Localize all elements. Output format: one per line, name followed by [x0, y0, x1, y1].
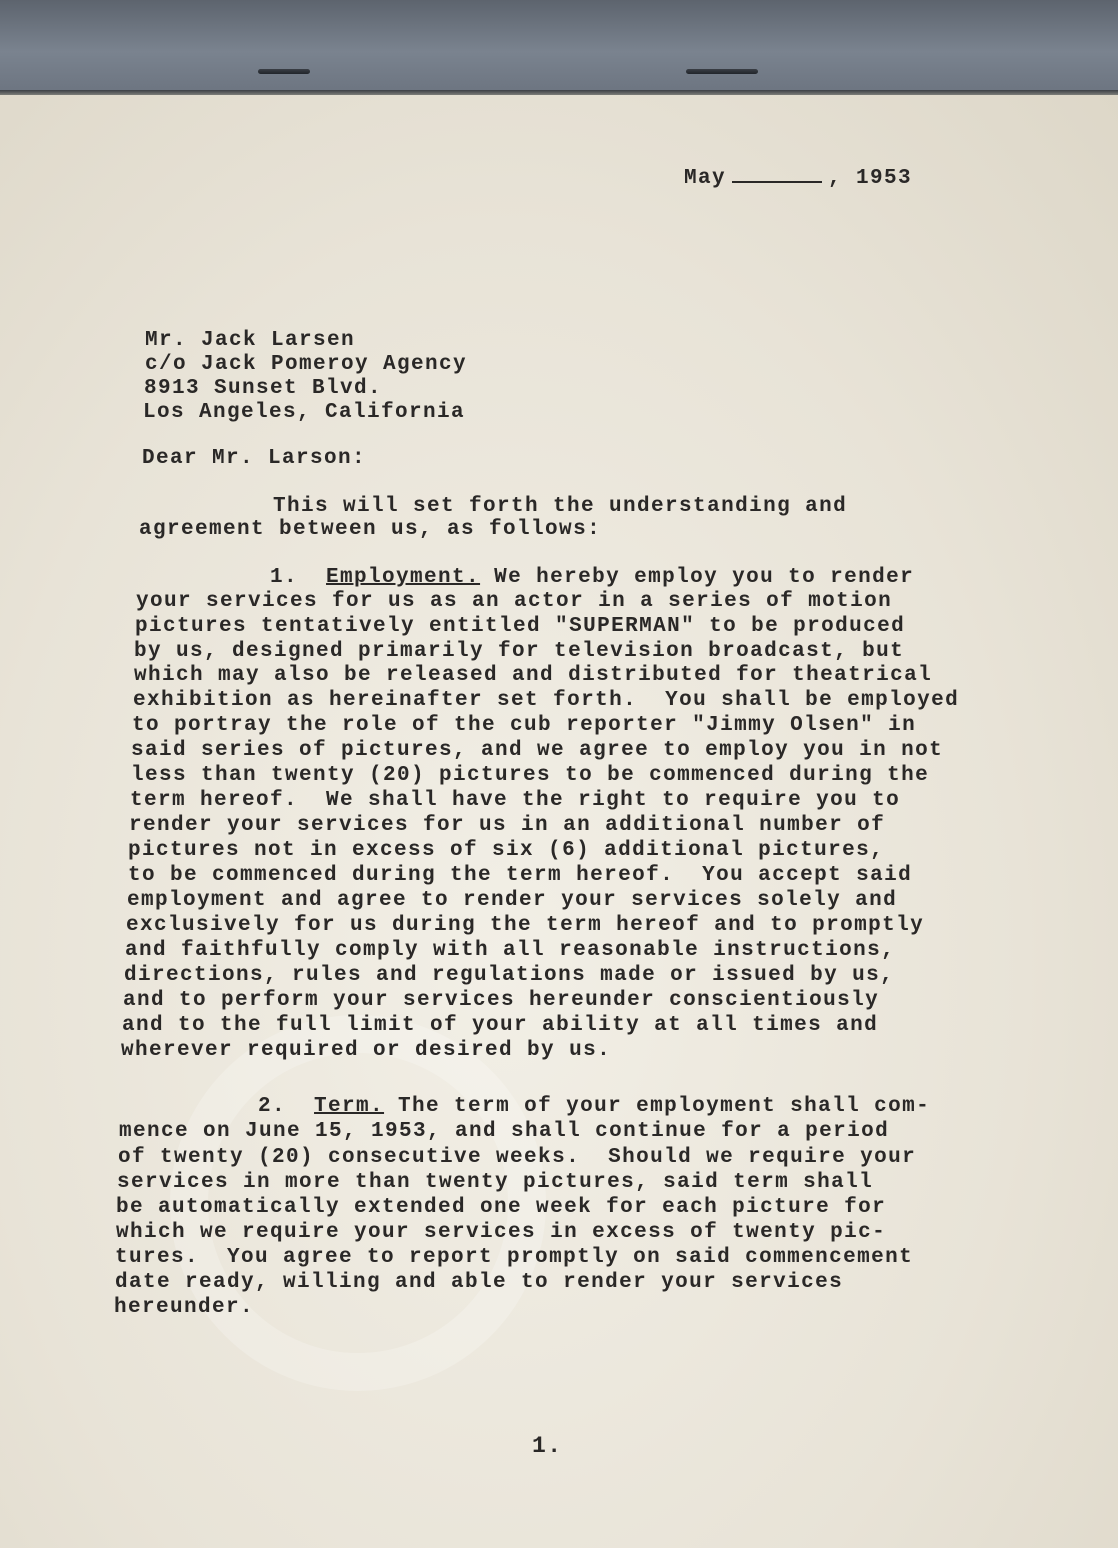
section-heading: Employment. [326, 566, 481, 589]
address-line: Los Angeles, California [143, 401, 466, 424]
address-line: c/o Jack Pomeroy Agency [145, 353, 468, 376]
section-line: pictures not in excess of six (6) additional pictures, [128, 839, 885, 862]
section-line: term hereof. We shall have the right to require you to [130, 789, 901, 812]
section-line: render your services for us in an additional number of [129, 814, 886, 837]
section-line: and to the full limit of your ability at all times and [122, 1014, 879, 1037]
section-line: exhibition as hereinafter set forth. You shall be employed [133, 689, 960, 712]
section-line: be automatically extended one week for each picture for [116, 1196, 887, 1219]
section-line: exclusively for us during the term hereof and to promptly [126, 914, 925, 937]
section-line: and faithfully comply with all reasonable instructions, [125, 939, 896, 962]
section-line: tures. You agree to report promptly on said commencement [115, 1246, 914, 1269]
section-first-text: We hereby employ you to render [480, 566, 915, 589]
intro-line: This will set forth the understanding and [273, 495, 848, 518]
section-line: directions, rules and regulations made or issued by us, [124, 964, 895, 987]
letter-page [0, 95, 1118, 1548]
address-line: 8913 Sunset Blvd. [144, 377, 383, 400]
date-blank [732, 181, 822, 183]
section-line: wherever required or desired by us. [121, 1039, 612, 1062]
section-line: and to perform your services hereunder conscientiously [123, 989, 880, 1012]
staple-right [686, 69, 758, 74]
intro-line: agreement between us, as follows: [139, 518, 602, 541]
section-line: said series of pictures, and we agree to employ you in not [131, 739, 944, 762]
staple-left [258, 69, 310, 74]
section-line: hereunder. [114, 1296, 255, 1319]
section-line: which may also be released and distributed for theatrical [134, 664, 933, 687]
section-line: services in more than twenty pictures, said term shall [117, 1171, 874, 1194]
section-first-text: The term of your employment shall com- [384, 1095, 931, 1118]
section-line: to portray the role of the cub reporter "Jimmy Olsen" in [132, 714, 917, 737]
section-first-line [270, 567, 914, 588]
page-number: 1. [532, 1433, 563, 1459]
section-line: to be commenced during the term hereof. You accept said [128, 864, 913, 887]
section-number: 2. [258, 1095, 287, 1118]
binder-clip [0, 0, 1118, 94]
section-line: which we require your services in excess of twenty pic- [116, 1221, 887, 1244]
section-first-line [258, 1096, 930, 1117]
section-line: by us, designed primarily for television broadcast, but [134, 640, 905, 663]
section-line: employment and agree to render your services solely and [127, 889, 898, 912]
letter-date [684, 168, 912, 189]
section-line: pictures tentatively entitled "SUPERMAN" to be produced [135, 615, 906, 638]
section-line: your services for us as an actor in a series of motion [136, 590, 893, 613]
section-number: 1. [270, 566, 299, 589]
section-line: mence on June 15, 1953, and shall continue for a period [119, 1120, 890, 1143]
section-heading: Term. [314, 1095, 385, 1118]
date-month: May [684, 167, 727, 190]
salutation: Dear Mr. Larson: [142, 447, 367, 470]
section-line: of twenty (20) consecutive weeks. Should we require your [118, 1146, 917, 1169]
date-year: , 1953 [828, 167, 913, 190]
section-line: less than twenty (20) pictures to be commenced during the [131, 764, 930, 787]
address-line: Mr. Jack Larsen [145, 329, 356, 352]
section-line: date ready, willing and able to render your services [115, 1271, 844, 1294]
